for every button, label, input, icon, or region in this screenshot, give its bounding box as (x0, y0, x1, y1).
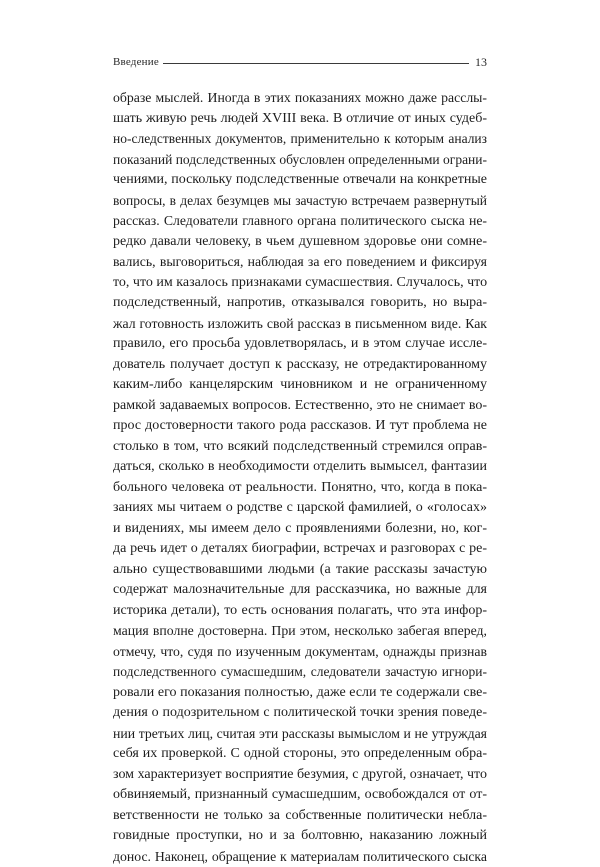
text-line: рассказ. Следователи главного органа политического сыска не- (113, 211, 487, 232)
section-title: Введение (113, 56, 163, 68)
text-line: да речь идет о деталях биографии, встречах и разговорах с ре- (113, 539, 487, 560)
text-line: чениями, поскольку подследственные отвечали на конкретные (113, 170, 487, 191)
text-line: но-следственных документов, применительно к которым анализ (113, 129, 487, 150)
text-line: жал готовность изложить свой рассказ в письменном виде. Как (113, 314, 487, 335)
text-line: нии третьих лиц, считая эти рассказы вымыслом и не утруждая (113, 724, 487, 745)
text-line: правило, его просьба удовлетворялась, и в этом случае иссле- (113, 334, 487, 355)
text-line: то, что им казалось признаками сумасшествия. Случалось, что (113, 273, 487, 294)
text-line: дователь получает доступ к рассказу, не отредактированному (113, 355, 487, 376)
page-number: 13 (469, 55, 487, 70)
text-line: ально существовавшими людьми (а такие рассказы зачастую (113, 560, 487, 581)
text-line: говидные проступки, но и за болтовню, наказанию ложный (113, 826, 487, 847)
header-rule (163, 63, 469, 64)
text-line: подследственный, напротив, отказывался говорить, но выра- (113, 293, 487, 314)
text-line: столько в том, что всякий подследственный стремился оправ- (113, 437, 487, 458)
text-line: больного человека от реальности. Понятно, что, когда в пока- (113, 478, 487, 499)
text-line: редко давали человеку, в чьем душевном здоровье они сомне- (113, 232, 487, 253)
text-line: отмечу, что, судя по изученным документам, однажды признав (113, 642, 487, 663)
text-line: обвиняемый, признанный сумасшедшим, освобождался от от- (113, 785, 487, 806)
text-line: себя их проверкой. С одной стороны, это определенным обра- (113, 744, 487, 765)
text-line: дения о подозрительном с политической точки зрения поведе- (113, 703, 487, 724)
text-line: вопросы, в делах безумцев мы зачастую встречаем развернутый (113, 191, 487, 212)
text-line: показаний подследственных обусловлен определенными ограни- (113, 150, 487, 171)
text-line: мация вполне достоверна. При этом, несколько забегая вперед, (113, 621, 487, 642)
text-line: донос. Наконец, обращение к материалам политического сыска (113, 847, 487, 867)
text-line: и видениях, мы имеем дело с проявлениями болезни, но, ког- (113, 519, 487, 540)
text-line: заниях мы читаем о родстве с царской фамилией, о «голосах» (113, 498, 487, 519)
text-line: содержат малозначительные для рассказчика, но важные для (113, 580, 487, 601)
text-line: подследственного сумасшедшим, следователи зачастую игнори- (113, 662, 487, 683)
text-line: ровали его показания полностью, даже если те содержали све- (113, 683, 487, 704)
text-line: прос достоверности такого рода рассказов. И тут проблема не (113, 416, 487, 437)
text-line: историка детали), то есть основания полагать, что эта инфор- (113, 601, 487, 622)
text-line: зом характеризует восприятие безумия, с другой, означает, что (113, 765, 487, 786)
text-line: ветственности не только за собственные политически небла- (113, 806, 487, 827)
text-line: каким-либо канцелярским чиновником и не ограниченному (113, 375, 487, 396)
body-paragraph (113, 88, 487, 867)
running-header (113, 52, 487, 72)
text-line: шать живую речь людей XVIII века. В отличие от иных судеб- (113, 109, 487, 130)
text-line: рамкой задаваемых вопросов. Естественно, это не снимает во- (113, 396, 487, 417)
text-line: образе мыслей. Иногда в этих показаниях можно даже расслы- (113, 88, 487, 109)
text-line: вались, выговориться, наблюдая за его поведением и фиксируя (113, 252, 487, 273)
text-line: даться, сколько в необходимости отделить вымысел, фантазии (113, 457, 487, 478)
